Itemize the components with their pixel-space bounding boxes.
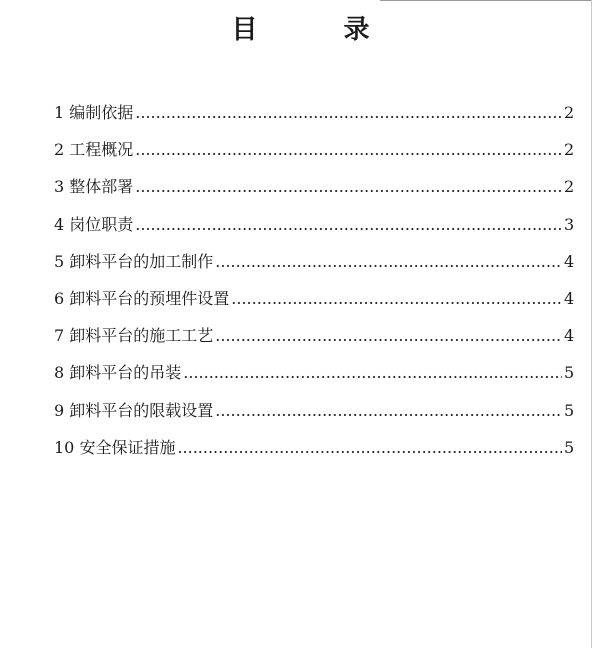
toc-leader-dots — [135, 103, 562, 122]
toc-leader-dots — [231, 289, 562, 308]
toc-leader-dots — [177, 438, 562, 457]
toc-entry-label: 3 整体部署 — [54, 177, 134, 197]
header-rule — [380, 0, 592, 4]
toc-entry-label: 6 卸料平台的预埋件设置 — [54, 288, 230, 308]
toc-leader-dots — [215, 401, 562, 420]
toc-entry-label: 10 安全保证措施 — [54, 437, 176, 457]
toc-entry[interactable] — [54, 212, 574, 249]
toc-leader-dots — [135, 177, 562, 196]
toc-entry-page: 5 — [564, 437, 575, 457]
toc-entry[interactable] — [54, 174, 574, 211]
page-edge — [591, 0, 592, 648]
toc-entry[interactable] — [54, 360, 574, 397]
toc-entry-page: 2 — [564, 140, 575, 160]
toc-entry-label: 5 卸料平台的加工制作 — [54, 251, 214, 271]
toc-entry[interactable] — [54, 435, 574, 472]
toc-leader-dots — [135, 140, 562, 159]
toc-entry-label: 7 卸料平台的施工工艺 — [54, 326, 214, 346]
toc-leader-dots — [135, 215, 562, 234]
toc-entry-label: 8 卸料平台的吊装 — [54, 363, 182, 383]
toc-entry[interactable] — [54, 249, 574, 286]
toc-entry-label: 1 编制依据 — [54, 103, 134, 122]
toc-entry-label: 2 工程概况 — [54, 140, 134, 160]
toc-entry-page: 2 — [564, 177, 575, 197]
toc-entry[interactable] — [54, 398, 574, 435]
toc-entry-label: 9 卸料平台的限载设置 — [54, 400, 214, 420]
table-of-contents — [54, 100, 574, 472]
toc-leader-dots — [183, 363, 562, 382]
toc-entry-label: 4 岗位职责 — [54, 214, 134, 234]
toc-entry[interactable] — [54, 137, 574, 174]
toc-entry-page: 5 — [564, 363, 575, 383]
toc-entry-page: 5 — [564, 400, 575, 420]
toc-entry-page: 4 — [564, 288, 575, 308]
toc-leader-dots — [215, 326, 562, 345]
toc-entry-page: 4 — [564, 326, 575, 346]
toc-title — [0, 10, 601, 50]
toc-entry[interactable] — [54, 323, 574, 360]
toc-title-char-1: 目 — [231, 15, 258, 45]
toc-leader-dots — [215, 252, 562, 271]
toc-entry[interactable] — [54, 286, 574, 323]
toc-entry-page: 3 — [564, 214, 575, 234]
toc-title-char-2: 录 — [343, 15, 370, 45]
toc-entry-page: 4 — [564, 251, 575, 271]
toc-entry[interactable] — [54, 100, 574, 137]
toc-entry-page: 2 — [564, 103, 575, 122]
